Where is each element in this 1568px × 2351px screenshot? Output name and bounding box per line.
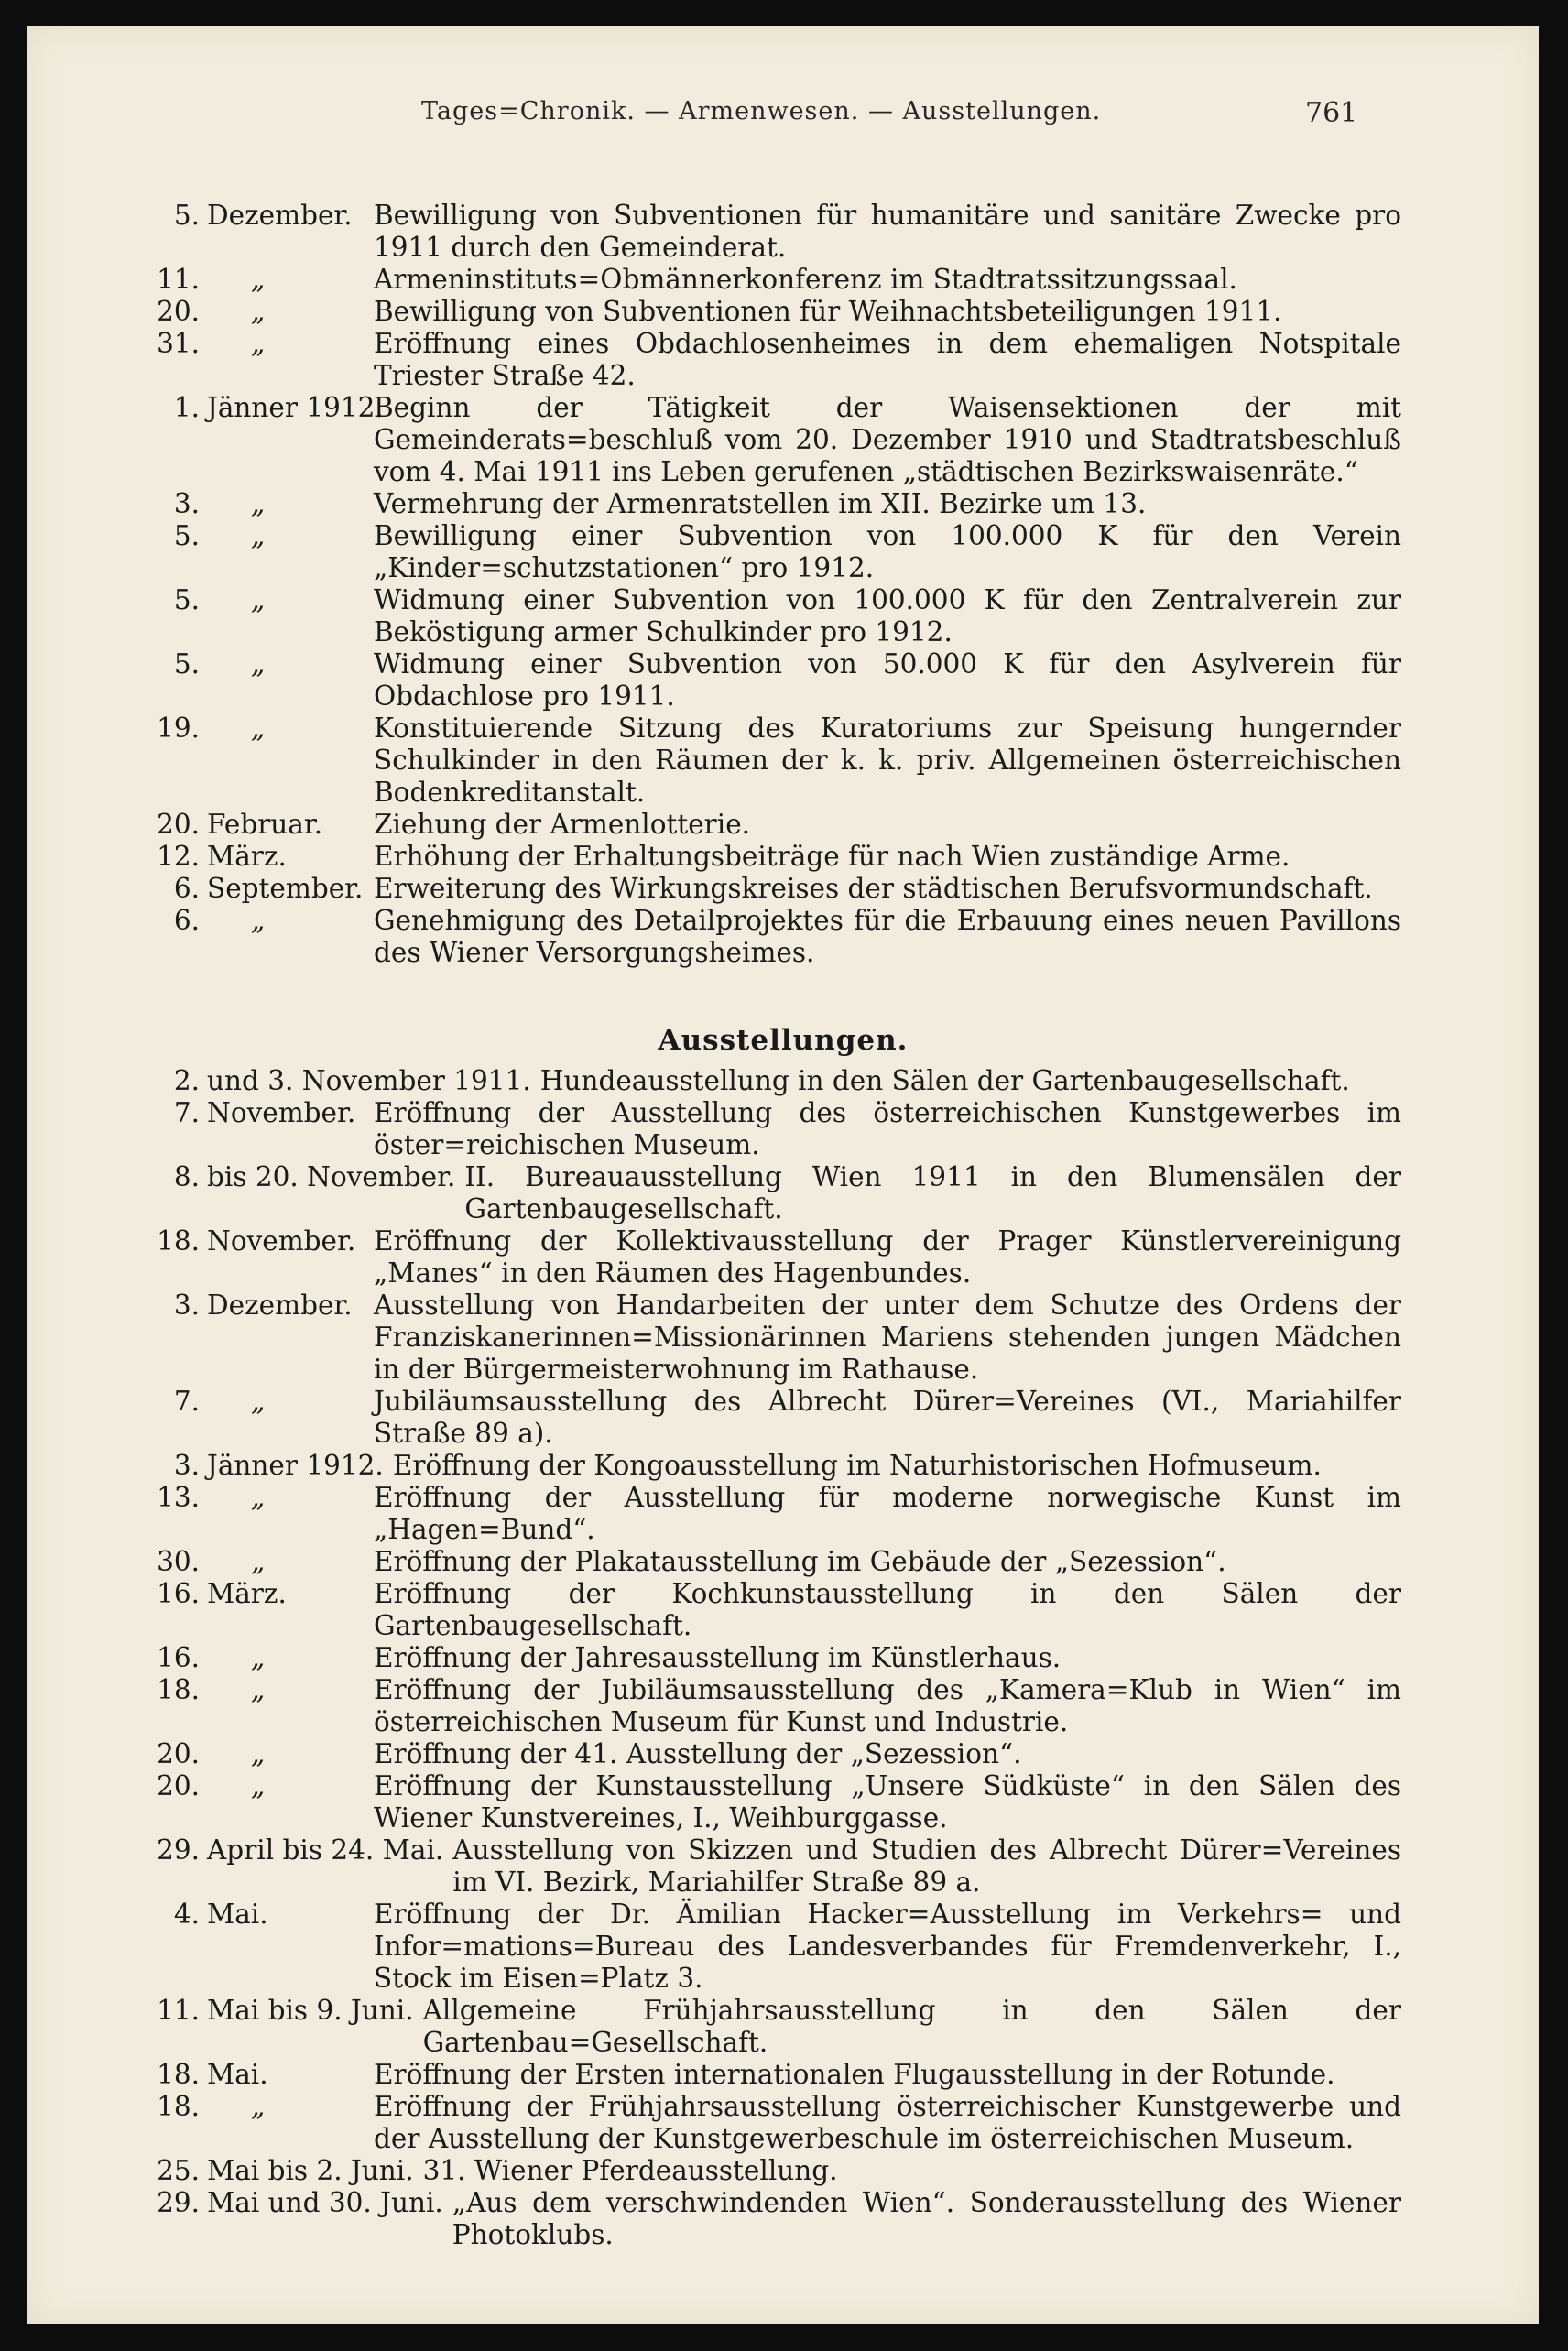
entry-day: 5. [173, 200, 200, 231]
entry-date [137, 905, 374, 937]
entry-month: Jänner 1912. [207, 1450, 384, 1481]
entry-text: Eröffnung der Kochkunstausstellung in den Sälen der Gartenbaugesellschaft. [374, 1578, 1401, 1641]
entry-day: 5. [173, 584, 200, 615]
entry-text: Erhöhung der Erhaltungsbeiträge für nach Wien zuständige Arme. [374, 841, 1290, 872]
entry-day: 16. [157, 1642, 200, 1673]
entry-date [137, 520, 374, 552]
entry-day: 4. [173, 1899, 200, 1930]
entry-text: Ausstellung von Skizzen und Studien des Albrecht Dürer=Vereines im VI. Bezirk, Mariahilfer Straße 89 a. [452, 1834, 1401, 1898]
armenwesen-chronicle [137, 200, 1401, 969]
chronicle-entry [137, 2091, 1401, 2155]
entry-day: 3. [173, 1290, 200, 1321]
entry-day: 20. [157, 809, 200, 840]
entry-day: 18. [157, 2091, 200, 2122]
chronicle-entry [137, 264, 1401, 296]
chronicle-entry [137, 2059, 1401, 2091]
entry-month: November. [207, 1097, 356, 1128]
chronicle-entry [137, 200, 1401, 264]
entry-date [137, 1482, 374, 1514]
entry-date [137, 2155, 423, 2187]
chronicle-entry [137, 841, 1401, 873]
chronicle-entry [137, 1482, 1401, 1546]
entry-day: 8. [173, 1161, 200, 1192]
chronicle-entry [137, 2155, 1401, 2187]
page-header [27, 97, 1539, 130]
entry-text: Genehmigung des Detailprojektes für die Erbauung eines neuen Pavillons des Wiener Versorgungsheimes. [374, 905, 1401, 968]
running-head: Tages=Chronik. — Armenwesen. — Ausstellungen. [421, 97, 1102, 125]
entry-date [137, 1546, 374, 1578]
entry-month: November. [207, 1225, 356, 1257]
entry-day: 2. [173, 1065, 200, 1096]
entry-month: „ [251, 296, 266, 327]
entry-month: „ [251, 488, 266, 519]
entry-text: Allgemeine Frühjahrsausstellung in den Sälen der Gartenbau=Gesellschaft. [422, 1995, 1401, 2058]
entry-text: Eröffnung der Ausstellung des österreichischen Kunstgewerbes im öster=reichischen Museum. [374, 1097, 1401, 1160]
entry-text: Eröffnung der Ausstellung für moderne norwegische Kunst im „Hagen=Bund“. [374, 1482, 1401, 1545]
entry-date [137, 1161, 464, 1193]
entry-date [137, 1770, 374, 1802]
chronicle-entry [137, 1738, 1401, 1770]
chronicle-entry [137, 392, 1401, 488]
entry-text: Eröffnung der Kollektivausstellung der Prager Künstlervereinigung „Manes“ in den Räumen des Hagenbundes. [374, 1225, 1401, 1289]
entry-day: 20. [157, 1738, 200, 1769]
entry-date [137, 1386, 374, 1418]
entry-month: „ [251, 1386, 266, 1417]
entry-month: „ [251, 905, 266, 936]
ausstellungen-chronicle [137, 1065, 1401, 2251]
entry-day: 18. [157, 2059, 200, 2090]
entry-month: „ [251, 648, 266, 680]
entry-month: „ [251, 1642, 266, 1673]
entry-month: „ [251, 2091, 266, 2122]
entry-date [137, 1065, 540, 1097]
chronicle-entry [137, 296, 1401, 328]
chronicle-entry [137, 1450, 1401, 1482]
chronicle-entry [137, 488, 1401, 520]
entry-day: 5. [173, 520, 200, 551]
entry-text: Eröffnung der 41. Ausstellung der „Sezession“. [374, 1738, 1022, 1769]
entry-date [137, 2187, 452, 2219]
entry-month: Dezember. [207, 1290, 353, 1321]
entry-month: Jänner 1912. [207, 392, 384, 423]
chronicle-entry [137, 905, 1401, 969]
section-title-ausstellungen: Ausstellungen. [658, 1024, 909, 1057]
entry-month: und 3. November 1911. [207, 1065, 531, 1096]
chronicle-entry [137, 1065, 1401, 1097]
entry-date [137, 1642, 374, 1674]
entry-day: 13. [157, 1482, 200, 1513]
entry-day: 12. [157, 841, 200, 872]
entry-month: Mai bis 2. Juni. [207, 2155, 414, 2186]
entry-day: 20. [157, 1770, 200, 1801]
chronicle-entry [137, 1770, 1401, 1834]
chronicle-entry [137, 520, 1401, 584]
chronicle-entry [137, 1290, 1401, 1386]
entry-month: Dezember. [207, 200, 353, 231]
entry-date [137, 1097, 374, 1129]
entry-text: Ziehung der Armenlotterie. [374, 809, 751, 840]
entry-day: 1. [173, 392, 200, 423]
entry-text: Beginn der Tätigkeit der Waisensektionen der mit Gemeinderats=beschluß vom 20. Dezember 1910 und Stadtratsbeschluß vom 4. Mai 1911 ins Leben gerufenen „städtischen Bezirkswaisenräte.“ [374, 392, 1401, 487]
entry-text: 31. Wiener Pferdeausstellung. [422, 2155, 838, 2186]
entry-text: Vermehrung der Armenratstellen im XII. Bezirke um 13. [374, 488, 1147, 519]
document-page [27, 26, 1539, 2324]
entry-text: Hundeausstellung in den Sälen der Gartenbaugesellschaft. [539, 1065, 1350, 1096]
entry-text: Eröffnung der Kongoausstellung im Naturhistorischen Hofmuseum. [392, 1450, 1322, 1481]
chronicle-entry [137, 1225, 1401, 1290]
chronicle-entry [137, 873, 1401, 905]
entry-month: „ [251, 1738, 266, 1769]
entry-text: Konstituierende Sitzung des Kuratoriums zur Speisung hungernder Schulkinder in den Räumen der k. k. priv. Allgemeinen österreichischen Bodenkreditanstalt. [374, 713, 1401, 808]
entry-date [137, 1834, 452, 1867]
entry-month: „ [251, 328, 266, 359]
entry-text: Eröffnung eines Obdachlosenheimes in dem ehemaligen Notspitale Triester Straße 42. [374, 328, 1401, 391]
entry-day: 31. [157, 328, 200, 359]
entry-text: Eröffnung der Plakatausstellung im Gebäude der „Sezession“. [374, 1546, 1226, 1577]
entry-text: Jubiläumsausstellung des Albrecht Dürer=Vereines (VI., Mariahilfer Straße 89 a). [374, 1386, 1401, 1449]
entry-date [137, 200, 374, 232]
chronicle-entry [137, 1899, 1401, 1995]
entry-date [137, 488, 374, 520]
chronicle-entry [137, 2187, 1401, 2251]
entry-day: 29. [157, 2187, 200, 2218]
entry-date [137, 296, 374, 328]
chronicle-entry [137, 328, 1401, 392]
entry-day: 3. [173, 1450, 200, 1481]
entry-text: Eröffnung der Jubiläumsausstellung des „Kamera=Klub in Wien“ im österreichischen Museum für Kunst und Industrie. [374, 1674, 1401, 1737]
entry-day: 19. [157, 713, 200, 744]
chronicle-entry [137, 1161, 1401, 1225]
entry-text: Bewilligung von Subventionen für humanitäre und sanitäre Zwecke pro 1911 durch den Gemeinderat. [374, 200, 1401, 263]
entry-month: „ [251, 1770, 266, 1801]
entry-day: 5. [173, 648, 200, 680]
entry-month: „ [251, 520, 266, 551]
entry-month: Mai bis 9. Juni. [207, 1995, 414, 2026]
entry-day: 11. [157, 264, 200, 295]
entry-month: „ [251, 584, 266, 615]
entry-date [137, 264, 374, 296]
entry-date [137, 2059, 374, 2091]
chronicle-entry [137, 1674, 1401, 1738]
entry-month: April bis 24. Mai. [207, 1834, 444, 1866]
entry-text: Eröffnung der Dr. Ämilian Hacker=Ausstellung im Verkehrs= und Infor=mations=Bureau des Landesverbandes für Fremdenverkehr, I., Stock im Eisen=Platz 3. [374, 1899, 1401, 1994]
entry-day: 11. [157, 1995, 200, 2026]
entry-date [137, 328, 374, 360]
entry-date [137, 809, 374, 841]
entry-date [137, 1674, 374, 1706]
chronicle-entry [137, 713, 1401, 809]
entry-day: 20. [157, 296, 200, 327]
entry-text: Eröffnung der Frühjahrsausstellung österreichischer Kunstgewerbe und der Ausstellung der Kunstgewerbeschule im österreichischen Museum. [374, 2091, 1401, 2154]
page-number: 761 [1305, 97, 1358, 129]
chronicle-entry [137, 1834, 1401, 1899]
chronicle-entry [137, 1546, 1401, 1578]
entry-date [137, 873, 374, 905]
entry-text: Eröffnung der Ersten internationalen Flugausstellung in der Rotunde. [374, 2059, 1335, 2090]
entry-month: März. [207, 1578, 287, 1609]
entry-month: „ [251, 1546, 266, 1577]
entry-day: 29. [157, 1834, 200, 1866]
entry-month: „ [251, 1482, 266, 1513]
entry-day: 16. [157, 1578, 200, 1609]
entry-day: 3. [173, 488, 200, 519]
chronicle-entry [137, 1097, 1401, 1161]
entry-text: Erweiterung des Wirkungskreises der städtischen Berufsvormundschaft. [374, 873, 1373, 904]
entry-day: 18. [157, 1225, 200, 1257]
entry-day: 6. [173, 905, 200, 936]
entry-month: September. [207, 873, 364, 904]
entry-date [137, 1290, 374, 1322]
entry-day: 30. [157, 1546, 200, 1577]
entry-text: Ausstellung von Handarbeiten der unter dem Schutze des Ordens der Franziskanerinnen=Missionärinnen Mariens stehenden jungen Mädchen in der Bürgermeisterwohnung im Rathause. [374, 1290, 1401, 1385]
entry-month: März. [207, 841, 287, 872]
entry-date [137, 584, 374, 616]
entry-date [137, 1578, 374, 1610]
entry-month: „ [251, 264, 266, 295]
entry-text: Eröffnung der Jahresausstellung im Künstlerhaus. [374, 1642, 1062, 1673]
chronicle-entry [137, 1995, 1401, 2059]
entry-text: Widmung einer Subvention von 100.000 K für den Zentralverein zur Beköstigung armer Schulkinder pro 1912. [374, 584, 1401, 648]
chronicle-entry [137, 1642, 1401, 1674]
entry-date [137, 1995, 423, 2027]
entry-day: 18. [157, 1674, 200, 1705]
entry-date [137, 1450, 393, 1482]
entry-month: „ [251, 1674, 266, 1705]
entry-text: Eröffnung der Kunstausstellung „Unsere Südküste“ in den Sälen des Wiener Kunstvereines, I., Weihburggasse. [374, 1770, 1401, 1834]
entry-month: Februar. [207, 809, 323, 840]
chronicle-entry [137, 648, 1401, 713]
entry-text: II. Bureauausstellung Wien 1911 in den Blumensälen der Gartenbaugesellschaft. [464, 1161, 1401, 1224]
entry-text: Widmung einer Subvention von 50.000 K für den Asylverein für Obdachlose pro 1911. [374, 648, 1401, 712]
entry-date [137, 841, 374, 873]
entry-date [137, 1738, 374, 1770]
entry-date [137, 392, 384, 424]
entry-month: Mai. [207, 2059, 268, 2090]
entry-month: Mai und 30. Juni. [207, 2187, 443, 2218]
chronicle-entry [137, 809, 1401, 841]
entry-date [137, 713, 374, 745]
entry-date [137, 2091, 374, 2123]
entry-text: Bewilligung von Subventionen für Weihnachtsbeteiligungen 1911. [374, 296, 1282, 327]
chronicle-entry [137, 1386, 1401, 1450]
entry-day: 6. [173, 873, 200, 904]
entry-month: bis 20. November. [207, 1161, 456, 1192]
entry-text: „Aus dem verschwindenden Wien“. Sonderausstellung des Wiener Photoklubs. [452, 2187, 1401, 2250]
entry-day: 25. [157, 2155, 200, 2186]
entry-month: Mai. [207, 1899, 268, 1930]
entry-date [137, 1225, 374, 1257]
entry-day: 7. [173, 1386, 200, 1417]
chronicle-entry [137, 1578, 1401, 1642]
chronicle-entry [137, 584, 1401, 648]
entry-month: „ [251, 713, 266, 744]
entry-date [137, 1899, 374, 1931]
entry-day: 7. [173, 1097, 200, 1128]
entry-text: Armeninstituts=Obmännerkonferenz im Stadtratssitzungssaal. [374, 264, 1237, 295]
entry-date [137, 648, 374, 680]
entry-text: Bewilligung einer Subvention von 100.000 K für den Verein „Kinder=schutzstationen“ pro 1912. [374, 520, 1401, 583]
